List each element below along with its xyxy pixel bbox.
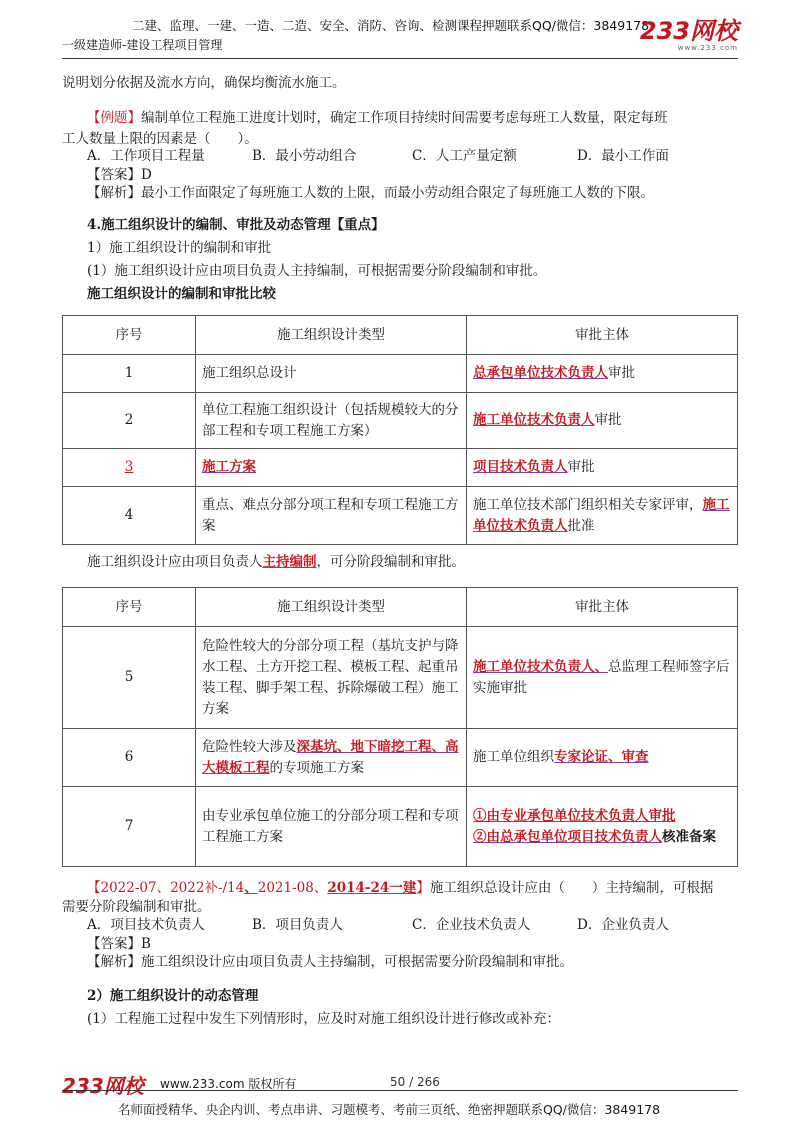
type-post: 的专项施工方案: [269, 759, 364, 776]
row-approver: [467, 355, 738, 393]
approver-highlight: 专家论证、审查: [554, 749, 649, 765]
row-type: 重点、难点分部分项工程和专项工程施工方案: [196, 487, 467, 545]
row-type: 单位工程施工组织设计（包括规模较大的分部工程和专项工程施工方案）: [196, 393, 467, 449]
example2-tag-hl1: 、: [244, 880, 258, 896]
example2-tag-hl2: 2014-24一建: [327, 880, 417, 896]
header-divider: [62, 58, 738, 59]
example1-option-a: A．工作项目工程量: [87, 148, 205, 164]
row-no: 2: [63, 393, 196, 449]
example2-tag-pre: 【2022-07、2022补-/14: [87, 880, 245, 896]
col-header-type: 施工组织设计类型: [196, 588, 467, 627]
section4-item1: (1）施工组织设计应由项目负责人主持编制，可根据需要分阶段编制和审批。: [87, 263, 547, 279]
row-no: 5: [63, 627, 196, 729]
approver-highlight-1: ①由专业承包单位技术负责人审批: [473, 807, 676, 824]
approver-highlight: 施工单位技术负责人、: [473, 658, 608, 675]
row-type: [196, 449, 467, 487]
row-no: 4: [63, 487, 196, 545]
row-approver: [467, 393, 738, 449]
example1-question: [87, 108, 668, 128]
example2-option-d: D．企业负责人: [577, 917, 669, 933]
table-row: [63, 487, 738, 545]
section-dynamic-item1: (1）工程施工过程中发生下列情形时，应及时对施工组织设计进行修改或补充：: [87, 1011, 560, 1027]
footer-copyright: www.233.com 版权所有: [160, 1077, 297, 1091]
type-highlight: 施工方案: [202, 459, 256, 475]
example2-option-b: B．项目负责人: [252, 917, 343, 933]
header-subtitle: 一级建造师-建设工程项目管理: [62, 38, 223, 52]
row-approver: [467, 449, 738, 487]
footer-contact-line: 名师面授精华、央企内训、考点串讲、习题模考、考前三页纸、绝密押题联系QQ/微信：3849178: [118, 1102, 661, 1117]
example1-answer: 【答案】D: [87, 167, 152, 183]
example2-tag-mid: 2021-08、: [257, 880, 328, 896]
row-type: 施工组织总设计: [196, 355, 467, 393]
example2-question-line2: 需要分阶段编制和审批。: [62, 899, 211, 915]
row-no-highlight: 3: [124, 459, 134, 475]
row-approver: [467, 487, 738, 545]
example2-analysis: 【解析】施工组织设计应由项目负责人主持编制，可根据需要分阶段编制和审批。: [87, 954, 573, 970]
mid-note: [87, 552, 465, 572]
approver-rest: 审批: [567, 459, 595, 475]
footer-page-number: 50 / 266: [390, 1075, 440, 1089]
intro-text: 说明划分依据及流水方向，确保均衡流水施工。: [62, 75, 346, 91]
col-header-type: 施工组织设计类型: [196, 316, 467, 355]
type-highlight: 深基坑、地下暗挖工程、高大模板工程: [202, 738, 459, 776]
row-no: 7: [63, 787, 196, 867]
logo-text: 233网校: [639, 17, 738, 45]
approver-highlight: 项目技术负责人: [473, 459, 568, 475]
approver-pre: 施工单位组织: [473, 749, 554, 765]
mid-note-highlight: 主持编制: [262, 554, 317, 570]
col-header-no: 序号: [63, 316, 196, 355]
row-type: 危险性较大的分部分项工程（基坑支护与降水工程、土方开挖工程、模板工程、起重吊装工程、脚手架工程、拆除爆破工程）施工方案: [196, 627, 467, 729]
approver-pre: 施工单位技术部门组织相关专家评审，: [473, 496, 703, 513]
mid-note-post: ，可分阶段编制和审批。: [316, 554, 465, 570]
example2-answer: 【答案】B: [87, 936, 151, 952]
table-row: [63, 393, 738, 449]
table-row: [63, 449, 738, 487]
section4-title: 4.施工组织设计的编制、审批及动态管理【重点】: [87, 217, 385, 233]
approver-highlight: 施工单位技术负责人: [473, 412, 595, 428]
example2-tag-end: 】: [416, 880, 430, 896]
example1-question-line2: 工人数量上限的因素是（ ）。: [62, 131, 258, 147]
approver-rest: 核准备案: [662, 828, 716, 845]
example1-tag: 【例题】: [87, 110, 141, 126]
approver-rest: 审批: [608, 365, 635, 381]
table-header-row: [63, 588, 738, 627]
row-no: 1: [63, 355, 196, 393]
table-row: [63, 729, 738, 787]
row-no: [63, 449, 196, 487]
approver-highlight: 施工单位技术负责人: [473, 496, 730, 534]
example2-question-line1: 施工组织总设计应由（ ）主持编制，可根据: [429, 880, 714, 896]
section-dynamic-title: 2）施工组织设计的动态管理: [87, 988, 259, 1004]
header-contact-line: 二建、监理、一建、一造、二造、安全、消防、咨询、检测课程押题联系QQ/微信：3849178: [132, 18, 650, 33]
example1-option-c: C．人工产量定额: [412, 148, 517, 164]
example2-question: [87, 878, 713, 898]
approval-table-2: [62, 587, 738, 867]
footer-divider: [62, 1090, 738, 1091]
approver-highlight: 总承包单位技术负责人: [473, 365, 608, 381]
approver-rest: 审批: [594, 412, 622, 428]
table-row: [63, 355, 738, 393]
type-pre: 危险性较大涉及: [202, 738, 297, 755]
logo-url: www.233.com: [677, 44, 738, 52]
table-row: [63, 627, 738, 729]
row-approver: [467, 729, 738, 787]
mid-note-pre: 施工组织设计应由项目负责人: [87, 554, 263, 570]
section4-sub1: 1）施工组织设计的编制和审批: [87, 240, 272, 256]
example2-option-c: C．企业技术负责人: [412, 917, 531, 933]
example1-option-d: D．最小工作面: [577, 148, 669, 164]
col-header-approver: 审批主体: [467, 316, 738, 355]
row-type: [196, 729, 467, 787]
approver-highlight-2: ②由总承包单位项目技术负责人: [473, 828, 662, 845]
table-header-row: [63, 316, 738, 355]
footer-logo: 233网校: [62, 1074, 144, 1098]
approver-rest: 批准: [567, 517, 595, 534]
table1-title: 施工组织设计的编制和审批比较: [87, 286, 276, 302]
row-no: 6: [63, 729, 196, 787]
table-row: [63, 787, 738, 867]
example1-question-line1: 编制单位工程施工进度计划时，确定工作项目持续时间需要考虑每班工人数量，限定每班: [141, 110, 668, 126]
row-type: 由专业承包单位施工的分部分项工程和专项工程施工方案: [196, 787, 467, 867]
example1-option-b: B．最小劳动组合: [252, 148, 357, 164]
row-approver: [467, 787, 738, 867]
example2-option-a: A．项目技术负责人: [87, 917, 205, 933]
approval-table-1: [62, 315, 738, 545]
col-header-approver: 审批主体: [467, 588, 738, 627]
col-header-no: 序号: [63, 588, 196, 627]
example1-analysis: 【解析】最小工作面限定了每班施工人数的上限，而最小劳动组合限定了每班施工人数的下限。: [87, 185, 654, 201]
approver-rest: 总监理工程师签字后实施审批: [473, 658, 730, 696]
header-logo: [640, 18, 738, 52]
row-approver: [467, 627, 738, 729]
